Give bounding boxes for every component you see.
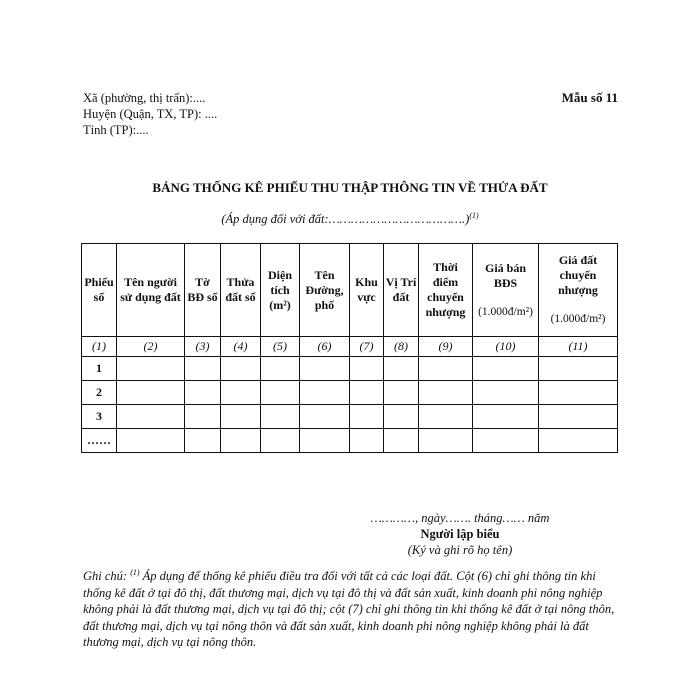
col-header-area: Diện tích (m²) xyxy=(261,244,300,337)
col-header-zone: Khu vực xyxy=(350,244,384,337)
table-cell: 2 xyxy=(82,381,117,405)
table-cell xyxy=(539,429,618,453)
signature-role: Người lập biểu xyxy=(420,527,500,541)
table-cell: 1 xyxy=(82,357,117,381)
table-cell xyxy=(261,381,300,405)
table-cell xyxy=(350,405,384,429)
table-cell xyxy=(473,405,539,429)
col-header-parcel-no: Thửa đất số xyxy=(221,244,261,337)
index-cell: (10) xyxy=(473,337,539,357)
table-row xyxy=(82,429,618,453)
table-cell xyxy=(350,429,384,453)
table-cell xyxy=(539,357,618,381)
footnote xyxy=(83,565,618,651)
signature-date: …………, ngày……. tháng…… năm xyxy=(370,511,550,525)
commune-line: Xã (phường, thị trấn):.... xyxy=(83,91,206,105)
table-cell xyxy=(473,381,539,405)
column-index-row xyxy=(82,337,618,357)
subtitle-footnote-mark: (1) xyxy=(469,211,479,220)
table-cell xyxy=(419,381,473,405)
col-header-transfer-time: Thời điểm chuyển nhượng xyxy=(419,244,473,337)
index-cell: (5) xyxy=(261,337,300,357)
table-cell xyxy=(419,357,473,381)
index-cell: (7) xyxy=(350,337,384,357)
table-row xyxy=(82,405,618,429)
table-cell xyxy=(117,381,185,405)
table-cell xyxy=(300,357,350,381)
document-subtitle xyxy=(0,211,700,227)
table-cell xyxy=(185,429,221,453)
index-cell: (11) xyxy=(539,337,618,357)
table-cell xyxy=(261,357,300,381)
col-header-ticket-no: Phiếu số xyxy=(82,244,117,337)
signature-block xyxy=(330,510,590,558)
col-header-property-price: Giá bán BĐS (1.000đ/m²) xyxy=(473,244,539,337)
table-cell xyxy=(419,429,473,453)
district-line: Huyện (Quận, TX, TP): .... xyxy=(83,107,218,121)
table-cell xyxy=(261,429,300,453)
table-cell xyxy=(350,357,384,381)
col-header-land-transfer-price: Giá đất chuyển nhượng (1.000đ/m²) xyxy=(539,244,618,337)
table-cell xyxy=(384,381,419,405)
table-row xyxy=(82,357,618,381)
unit-label: (1.000đ/m²) xyxy=(550,313,606,325)
index-cell: (6) xyxy=(300,337,350,357)
table-cell xyxy=(117,429,185,453)
table-cell xyxy=(350,381,384,405)
table-cell xyxy=(221,405,261,429)
location-header xyxy=(83,90,217,138)
signature-instruction: (Ký và ghi rõ họ tên) xyxy=(407,543,513,557)
table-cell xyxy=(300,405,350,429)
table-cell xyxy=(185,357,221,381)
index-cell: (3) xyxy=(185,337,221,357)
table-cell xyxy=(221,381,261,405)
index-cell: (1) xyxy=(82,337,117,357)
index-cell: (9) xyxy=(419,337,473,357)
table-cell xyxy=(117,357,185,381)
province-line: Tỉnh (TP):.... xyxy=(83,123,149,137)
table-cell xyxy=(261,405,300,429)
document-title: BẢNG THỐNG KÊ PHIẾU THU THẬP THÔNG TIN VỀ THỬA ĐẤT xyxy=(152,180,548,195)
table-cell xyxy=(419,405,473,429)
form-number: Mẫu số 11 xyxy=(561,90,618,105)
table-cell xyxy=(473,429,539,453)
table-cell: …… xyxy=(82,429,117,453)
table-cell xyxy=(117,405,185,429)
col-header-street: Tên Đường, phố xyxy=(300,244,350,337)
table-cell xyxy=(384,357,419,381)
table-cell xyxy=(539,381,618,405)
unit-label: (1.000đ/m²) xyxy=(478,305,533,318)
table-cell xyxy=(185,381,221,405)
table-cell xyxy=(384,405,419,429)
subtitle-text: (Áp dụng đối với đất:……………………………….) xyxy=(221,212,470,227)
statistics-table xyxy=(81,243,618,453)
table-cell xyxy=(221,357,261,381)
col-header-owner-name: Tên người sử dụng đất xyxy=(117,244,185,337)
note-label: Ghi chú: xyxy=(83,569,128,584)
table-cell: 3 xyxy=(82,405,117,429)
table-header-row xyxy=(82,244,618,337)
table-cell xyxy=(300,429,350,453)
col-header-location: Vị Trí đất xyxy=(384,244,419,337)
note-footnote-mark: (1) xyxy=(130,568,140,577)
index-cell: (4) xyxy=(221,337,261,357)
col-header-map-sheet: Tờ BĐ số xyxy=(185,244,221,337)
index-cell: (2) xyxy=(117,337,185,357)
table-cell xyxy=(300,381,350,405)
table-row xyxy=(82,381,618,405)
index-cell: (8) xyxy=(384,337,419,357)
table-cell xyxy=(473,357,539,381)
table-cell xyxy=(185,405,221,429)
table-cell xyxy=(221,429,261,453)
note-text: Áp dụng để thống kê phiếu điều tra đối với tất cả các loại đất. Cột (6) chỉ ghi thông tin khi thống kê đất ở tại đô thị, đất thương mại, dịch vụ tại đô thị và đất sản xuất, kinh doanh phi nông nghiệp không phải là đất thương mại, dịch vụ tại đô thị; cột (7) chỉ ghi thông tin khi thống kê đất ở tại nông thôn, đất thương mại, dịch vụ tại nông thôn và đất sản xuất, kinh doanh phi nông nghiệp không phải là đất thương mại, dịch vụ tại nông thôn. xyxy=(83,569,615,650)
table-cell xyxy=(539,405,618,429)
table-cell xyxy=(384,429,419,453)
